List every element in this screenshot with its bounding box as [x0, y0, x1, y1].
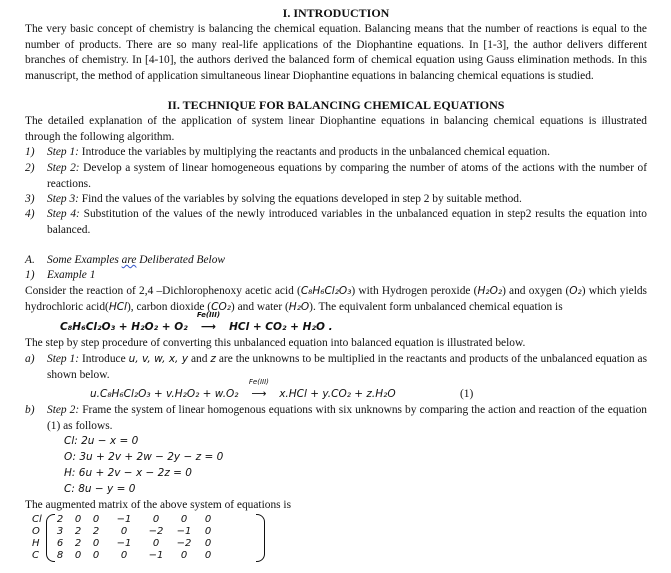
formula-oxygen: O₂: [569, 285, 582, 297]
text-run: ), carbon dioxide (: [126, 300, 212, 313]
example-1-heading: [25, 268, 647, 284]
spellcheck-flagged-word: are: [121, 254, 137, 266]
list-letter: a): [25, 353, 35, 365]
matrix-cell: −1: [176, 526, 192, 537]
equation-number: (1): [460, 388, 474, 400]
step-text: Develop a system of linear homogeneous equations by comparing the number of atoms of the actions with the number of reactions.: [47, 162, 647, 190]
text-run: are the unknowns to be multiplied in the reactants and products of the unbalanced equation as shown below.: [47, 353, 647, 381]
matrix-cell: 0: [92, 514, 100, 525]
matrix-cell: −1: [116, 514, 132, 525]
right-bracket: [256, 514, 265, 562]
list-number: 3): [25, 193, 35, 205]
matrix-cell: 6: [56, 538, 64, 549]
matrix-cell: 0: [120, 550, 128, 561]
list-number: 4): [25, 208, 35, 220]
example-label: Example 1: [47, 269, 96, 281]
matrix-cell: 0: [204, 550, 212, 561]
matrix-cell: 0: [152, 538, 160, 549]
unbalanced-equation: [60, 311, 333, 336]
step-label: Step 2:: [47, 404, 80, 416]
subsection-heading-examples: [25, 253, 647, 269]
subsection-title-part: Some Examples: [47, 254, 122, 266]
text-run: ) and water (: [230, 300, 289, 313]
equation-reactants: C₈H₆Cl₂O₃ + H₂O₂ + O₂: [60, 321, 188, 333]
step-label: Step 1:: [47, 353, 80, 365]
formula-hydrogen-peroxide: H₂O₂: [477, 285, 503, 297]
step-text: Substitution of the values of the newly introduced variables in the unbalanced equation in step2 results the equation into balanced.: [47, 208, 648, 236]
list-number: 1): [25, 146, 35, 158]
matrix-cell: 0: [180, 514, 188, 525]
augmented-matrix: [32, 512, 272, 564]
equation-carbon: C: 8u − y = 0: [64, 483, 136, 495]
matrix-row-label: H: [32, 538, 40, 549]
matrix-cell: −2: [176, 538, 192, 549]
procedure-intro: The step by step procedure of converting this unbalanced equation into balanced equation is illustrated below.: [25, 337, 526, 349]
step-label: Step 1:: [47, 146, 79, 158]
matrix-cell: 8: [56, 550, 64, 561]
equation-chlorine: Cl: 2u − x = 0: [64, 435, 139, 447]
matrix-cell: 0: [74, 550, 82, 561]
matrix-cell: 2: [56, 514, 64, 525]
section-heading-technique: II. TECHNIQUE FOR BALANCING CHEMICAL EQUATIONS: [167, 98, 505, 112]
matrix-cell: −1: [116, 538, 132, 549]
matrix-cell: −2: [148, 526, 164, 537]
reaction-arrow-icon: Fe(III) ⟶: [191, 320, 225, 336]
technique-intro-paragraph: The detailed explanation of the application of system linear Diophantine equations in balancing chemical equations is illustrated through the following algorithm.: [25, 115, 647, 143]
step-text: Find the values of the variables by solving the equations developed in step 2 by suitable method.: [78, 193, 522, 205]
matrix-row-label: C: [32, 550, 39, 561]
equation-reactants: u.C₈H₆Cl₂O₃ + v.H₂O₂ + w.O₂: [90, 388, 239, 400]
formula-hydrochloric-acid: HCl: [108, 300, 127, 313]
algorithm-step-1: [25, 145, 647, 161]
matrix-cell: 2: [74, 538, 82, 549]
equation-products: HCl + CO₂ + H₂O .: [229, 321, 333, 333]
matrix-row-label: O: [32, 526, 40, 537]
matrix-cell: 0: [180, 550, 188, 561]
subsection-letter: A.: [25, 254, 35, 266]
catalyst-label: Fe(III): [196, 311, 221, 319]
text-run: ) with Hydrogen peroxide (: [351, 285, 478, 297]
text-run: and: [188, 353, 211, 365]
algorithm-step-3: [25, 192, 647, 208]
equation-oxygen: O: 3u + 2v + 2w − 2y − z = 0: [64, 451, 224, 463]
step-text: Introduce the variables by multiplying the reactants and products in the unbalanced chemical equation.: [78, 146, 550, 158]
reaction-arrow-icon: Fe(III) ⟶: [242, 387, 276, 403]
step-label: Step 3:: [47, 193, 79, 205]
matrix-cell: 0: [204, 514, 212, 525]
matrix-cell: 0: [152, 514, 160, 525]
equation-1: [90, 378, 396, 403]
step-label: Step 4:: [47, 208, 80, 220]
equation-products: x.HCl + y.CO₂ + z.H₂O: [279, 388, 396, 400]
matrix-cell: 3: [56, 526, 64, 537]
step-label: Step 2:: [47, 162, 80, 174]
matrix-cell: −1: [148, 550, 164, 561]
matrix-cell: 0: [92, 550, 100, 561]
section-heading-introduction: I. INTRODUCTION: [282, 6, 390, 20]
matrix-cell: 0: [74, 514, 82, 525]
matrix-cell: 0: [204, 538, 212, 549]
matrix-cell: 2: [92, 526, 100, 537]
procedure-step-b: [25, 403, 647, 434]
text-run: ). The equivalent form unbalanced chemical equation is: [309, 300, 563, 313]
augmented-matrix-intro: The augmented matrix of the above system of equations is: [25, 499, 292, 511]
matrix-cell: 2: [74, 526, 82, 537]
catalyst-label: Fe(III): [248, 378, 269, 386]
algorithm-step-4: [25, 207, 647, 238]
matrix-row-label: Cl: [32, 514, 42, 525]
list-number: 1): [25, 269, 35, 281]
formula-water: H₂O: [288, 300, 310, 313]
equation-hydrogen: H: 6u + 2v − x − 2z = 0: [64, 467, 192, 479]
formula-carbon-dioxide: CO₂: [211, 300, 231, 313]
algorithm-step-2: [25, 161, 647, 192]
text-run: Introduce: [79, 353, 129, 365]
formula-dichlorophenoxy-acid: C₈H₆Cl₂O₃: [300, 285, 352, 297]
variable-z: z: [210, 353, 216, 365]
variable-list: u, v, w, x, y: [128, 353, 189, 365]
matrix-cell: 0: [204, 526, 212, 537]
example-1-paragraph: [25, 284, 647, 315]
step-text: Frame the system of linear homogenous equations with six unknowns by comparing the action and reaction of the equation (1) as follows.: [47, 404, 647, 432]
matrix-cell: 0: [92, 538, 100, 549]
list-number: 2): [25, 162, 35, 174]
subsection-title-part: Deliberated Below: [136, 254, 225, 266]
list-letter: b): [25, 404, 35, 416]
introduction-paragraph: The very basic concept of chemistry is balancing the chemical equation. Balancing means that the number of reactions is equal to the number of products. There are so many real-life applications of the Diophantine equations. In [1-3], the author delivers different branches of chemistry. In [4-10], the authors derived the balanced form of chemical equation using Gauss elimination methods. In this manuscript, the method of application simultaneous linear Diophantine equations in balancing chemical equations is studied.: [25, 23, 647, 82]
text-run: ) which yields hydrochloric acid(: [25, 285, 647, 313]
matrix-cell: 0: [120, 526, 128, 537]
text-run: Consider the reaction of 2,4 –Dichlorophenoxy acetic acid (: [25, 285, 301, 297]
text-run: ) and oxygen (: [502, 285, 570, 297]
procedure-step-a: [25, 352, 647, 383]
